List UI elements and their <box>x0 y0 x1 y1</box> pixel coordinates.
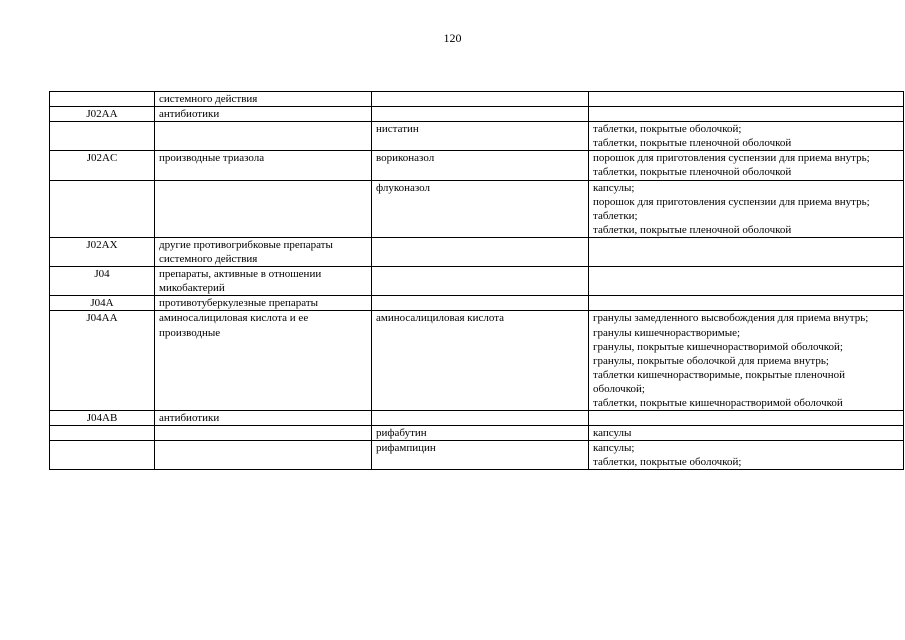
drug-name-cell <box>372 92 589 107</box>
group-name-cell: аминосалициловая кислота и ее производные <box>155 311 372 411</box>
dosage-form-cell <box>589 92 904 107</box>
dosage-form-cell <box>589 237 904 266</box>
table-row <box>50 267 904 296</box>
table-row <box>50 311 904 411</box>
table-row <box>50 441 904 470</box>
drug-table <box>49 91 904 470</box>
table-row <box>50 92 904 107</box>
group-name-cell: антибиотики <box>155 411 372 426</box>
atc-code-cell: J02AX <box>50 237 155 266</box>
atc-code-cell: J02AA <box>50 107 155 122</box>
drug-name-cell: флуконазол <box>372 180 589 237</box>
drug-name-cell: рифампицин <box>372 441 589 470</box>
dosage-form-cell: капсулы; таблетки, покрытые оболочкой; <box>589 441 904 470</box>
page-number: 120 <box>443 31 462 45</box>
drug-name-cell <box>372 107 589 122</box>
atc-code-cell <box>50 180 155 237</box>
dosage-form-cell: таблетки, покрытые оболочкой; таблетки, покрытые пленочной оболочкой <box>589 122 904 151</box>
dosage-form-cell: гранулы замедленного высвобождения для приема внутрь; гранулы кишечнорастворимые; гранулы, покрытые кишечнорастворимой оболочкой; гранулы, покрытые оболочкой для приема внутрь; таблетки кишечнорастворимые, покрытые пленочной оболочкой; таблетки, покрытые кишечнорастворимой оболочкой <box>589 311 904 411</box>
dosage-form-cell <box>589 411 904 426</box>
drug-name-cell <box>372 296 589 311</box>
drug-name-cell: рифабутин <box>372 426 589 441</box>
atc-code-cell <box>50 426 155 441</box>
drug-name-cell <box>372 411 589 426</box>
table-row <box>50 122 904 151</box>
atc-code-cell: J04AA <box>50 311 155 411</box>
drug-name-cell: нистатин <box>372 122 589 151</box>
dosage-form-cell <box>589 296 904 311</box>
dosage-form-cell: порошок для приготовления суспензии для приема внутрь; таблетки, покрытые пленочной оболочкой <box>589 151 904 180</box>
group-name-cell <box>155 122 372 151</box>
drug-name-cell: вориконазол <box>372 151 589 180</box>
table-row <box>50 180 904 237</box>
dosage-form-cell <box>589 267 904 296</box>
group-name-cell <box>155 180 372 237</box>
drug-name-cell <box>372 267 589 296</box>
table-row <box>50 411 904 426</box>
group-name-cell: антибиотики <box>155 107 372 122</box>
dosage-form-cell: капсулы <box>589 426 904 441</box>
group-name-cell <box>155 426 372 441</box>
table-row <box>50 151 904 180</box>
atc-code-cell: J04A <box>50 296 155 311</box>
atc-code-cell <box>50 92 155 107</box>
group-name-cell: системного действия <box>155 92 372 107</box>
atc-code-cell <box>50 122 155 151</box>
group-name-cell <box>155 441 372 470</box>
atc-code-cell: J02AC <box>50 151 155 180</box>
group-name-cell: производные триазола <box>155 151 372 180</box>
dosage-form-cell: капсулы; порошок для приготовления суспензии для приема внутрь; таблетки; таблетки, покрытые пленочной оболочкой <box>589 180 904 237</box>
table-row <box>50 426 904 441</box>
drug-name-cell: аминосалициловая кислота <box>372 311 589 411</box>
table-row <box>50 296 904 311</box>
drug-name-cell <box>372 237 589 266</box>
table-row <box>50 107 904 122</box>
group-name-cell: противотуберкулезные препараты <box>155 296 372 311</box>
atc-code-cell: J04AB <box>50 411 155 426</box>
dosage-form-cell <box>589 107 904 122</box>
group-name-cell: препараты, активные в отношении микобактерий <box>155 267 372 296</box>
table-row <box>50 237 904 266</box>
group-name-cell: другие противогрибковые препараты системного действия <box>155 237 372 266</box>
atc-code-cell <box>50 441 155 470</box>
atc-code-cell: J04 <box>50 267 155 296</box>
